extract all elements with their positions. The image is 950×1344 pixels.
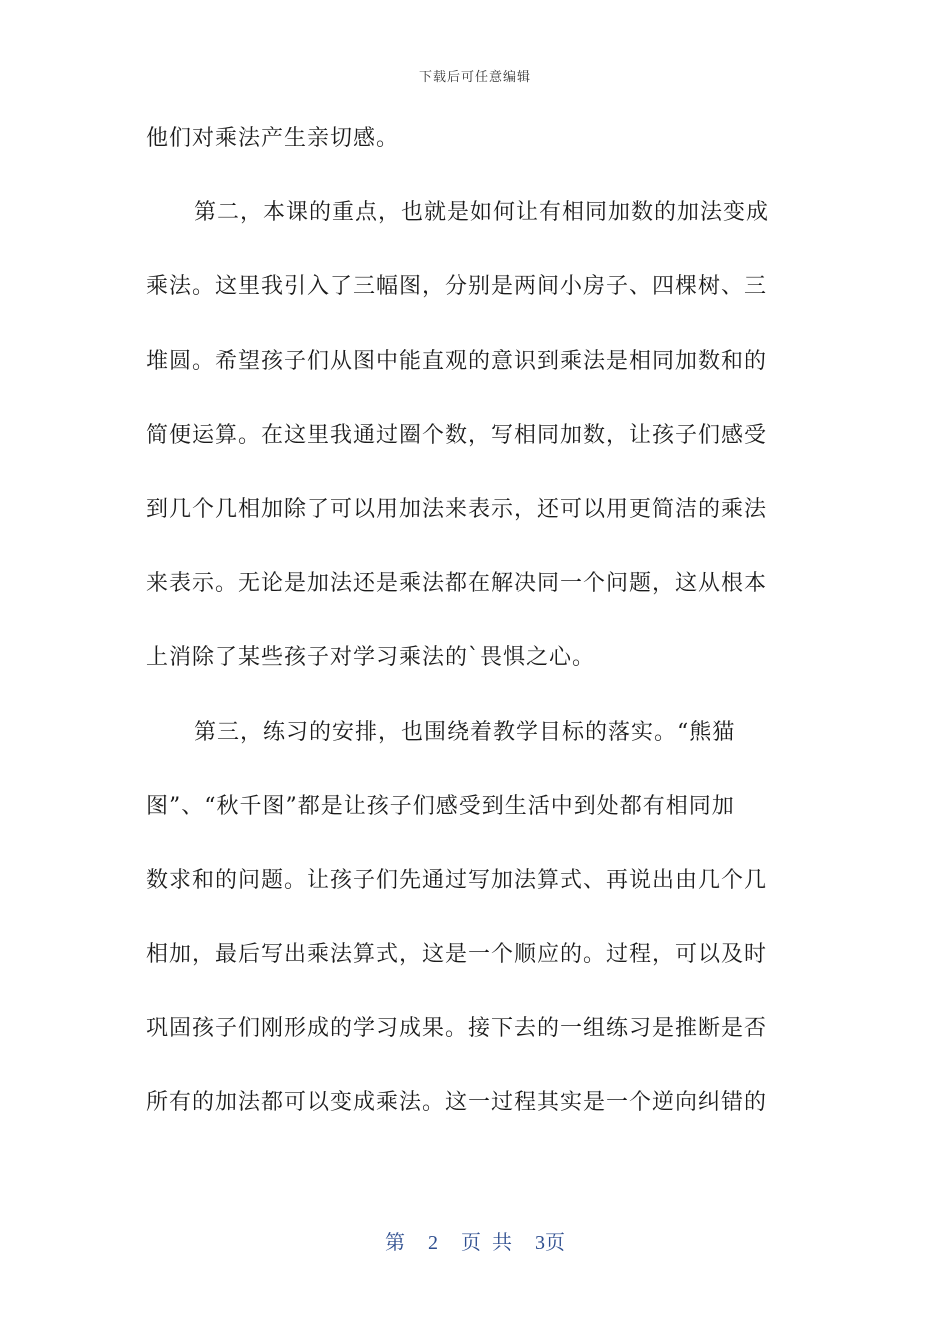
text-line: 堆圆。希望孩子们从图中能直观的意识到乘法是相同加数和的	[146, 348, 768, 374]
text-line: 乘法。这里我引入了三幅图，分别是两间小房子、四棵树、三	[146, 274, 768, 300]
text-line: 简便运算。在这里我通过圈个数，写相同加数，让孩子们感受	[146, 422, 768, 448]
text-line: 巩固孩子们刚形成的学习成果。接下去的一组练习是推断是否	[146, 1016, 768, 1042]
text-line: 图”、“秋千图”都是让孩子们感受到生活中到处都有相同加	[146, 793, 735, 819]
footer-middle: 页 共	[461, 1232, 512, 1254]
page-number-footer	[0, 1226, 950, 1255]
text-line: 来表示。无论是加法还是乘法都在解决同一个问题，这从根本	[146, 571, 768, 597]
footer-prefix: 第	[385, 1232, 405, 1254]
text-line: 到几个几相加除了可以用加法来表示，还可以用更简洁的乘法	[146, 496, 768, 522]
text-line: 相加，最后写出乘法算式，这是一个顺应的。过程，可以及时	[146, 942, 768, 968]
text-line: 数求和的问题。让孩子们先通过写加法算式、再说出由几个几	[146, 867, 768, 893]
text-line: 上消除了某些孩子对学习乘法的`畏惧之心。	[146, 645, 596, 671]
footer-current-page: 2	[428, 1232, 438, 1254]
text-line: 第二，本课的重点，也就是如何让有相同加数的加法变成	[194, 200, 770, 226]
text-line: 所有的加法都可以变成乘法。这一过程其实是一个逆向纠错的	[146, 1090, 768, 1116]
document-body	[146, 120, 806, 1159]
text-line: 第三，练习的安排，也围绕着教学目标的落实。“熊猫	[194, 719, 736, 745]
text-line: 他们对乘法产生亲切感。	[146, 126, 400, 151]
footer-total-pages: 3页	[535, 1232, 565, 1254]
page-header-note: 下载后可任意编辑	[418, 70, 531, 85]
